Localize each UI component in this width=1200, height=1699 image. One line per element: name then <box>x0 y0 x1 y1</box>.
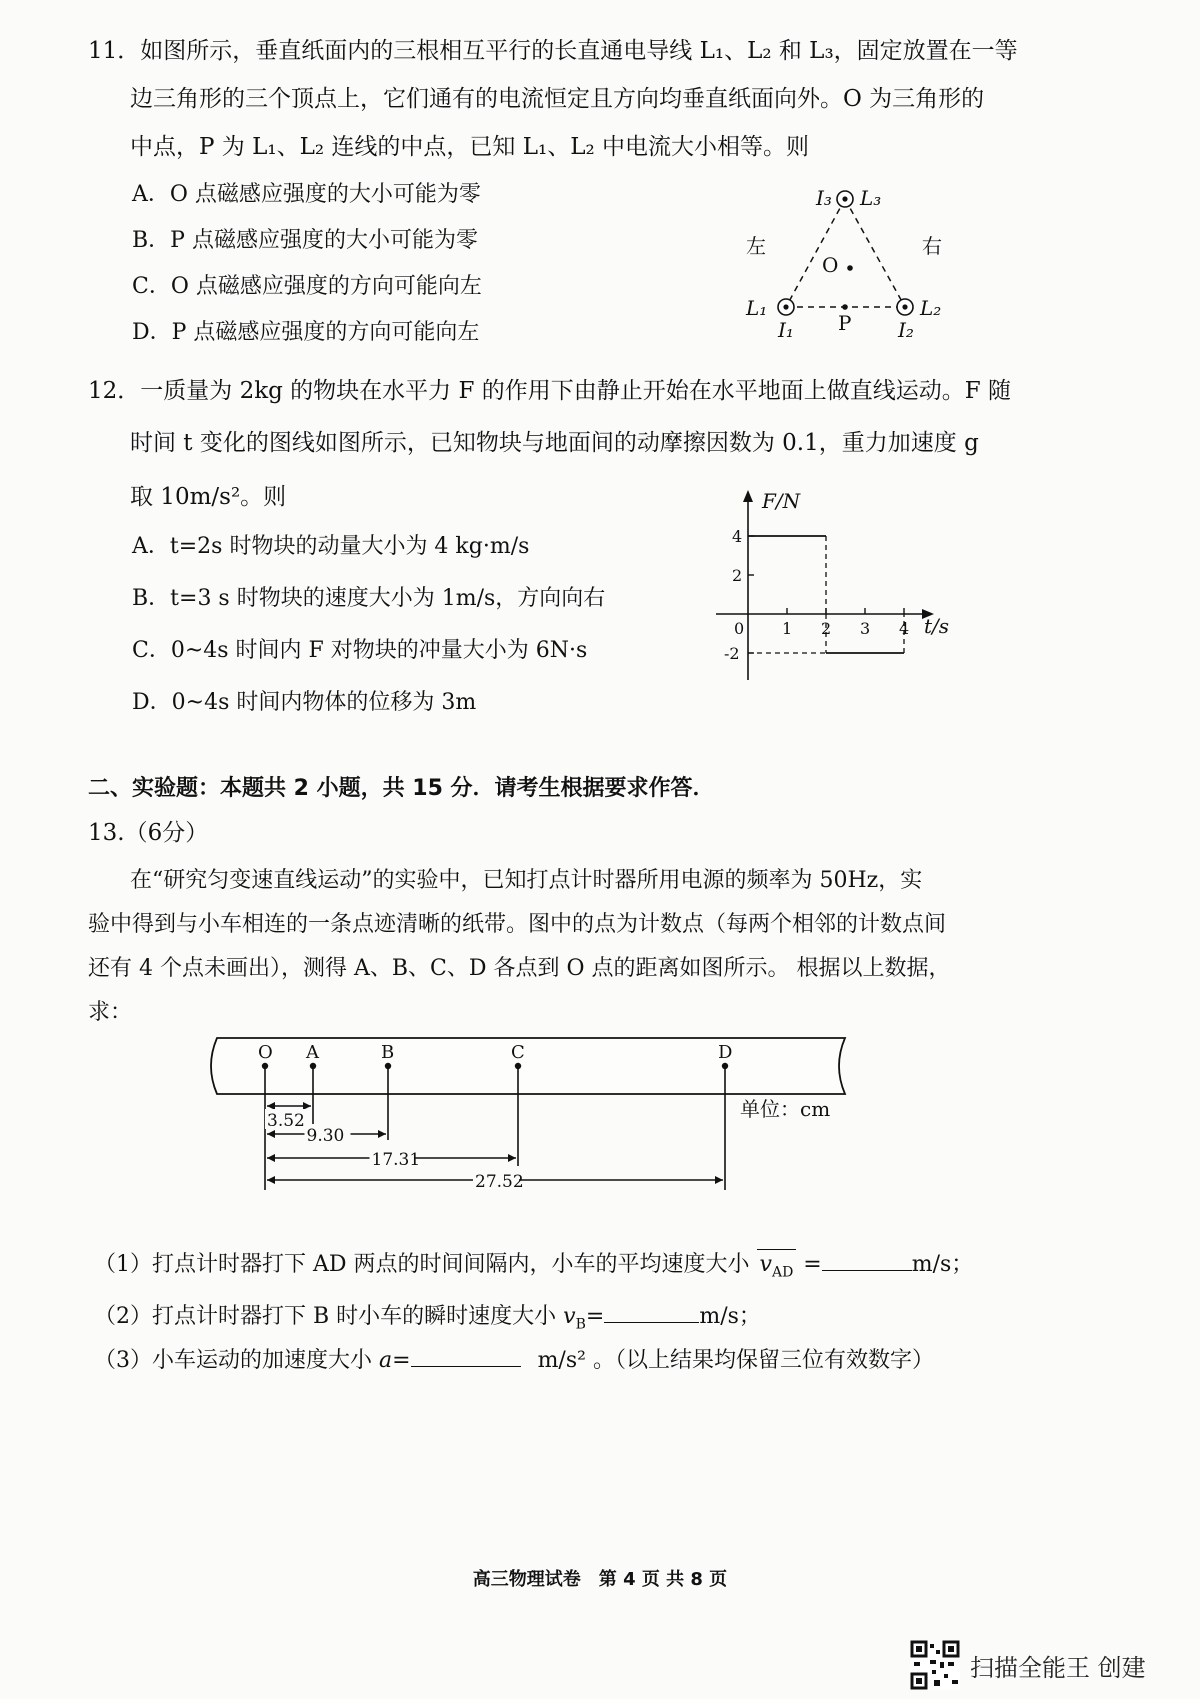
y-axis-arrow-icon <box>743 490 753 502</box>
q13-sub3 <box>94 1344 934 1376</box>
v-b-var: v <box>563 1304 576 1329</box>
q13-sub1-text: （1）打点计时器打下 AD 两点的时间间隔内，小车的平均速度大小 <box>94 1252 750 1277</box>
label-l3: L₃ <box>860 186 882 210</box>
qr-code-icon <box>910 1640 960 1690</box>
scanner-watermark <box>910 1640 1146 1690</box>
paper-tape-diagram <box>195 1030 885 1200</box>
label-l1: L₁ <box>746 296 768 320</box>
triangle-wire-diagram <box>730 175 990 350</box>
q13-sub1 <box>94 1248 973 1287</box>
x-tick-label: 0 <box>734 619 745 638</box>
y-tick-label: -2 <box>724 644 740 663</box>
arrow-left-icon <box>267 1102 275 1110</box>
a-var: a <box>379 1348 393 1373</box>
point-o-dot <box>847 265 853 271</box>
distance-label: 27.52 <box>475 1172 524 1192</box>
q13-sub1-eq: = <box>803 1252 822 1277</box>
wire-l3-out-of-page-icon <box>837 191 853 207</box>
label-p: P <box>838 311 852 335</box>
distance-label: 9.30 <box>306 1126 345 1146</box>
distance-label: 3.52 <box>267 1111 305 1131</box>
q12-option-a: A．t=2s 时物块的动量大小为 4 kg·m/s <box>132 534 530 559</box>
q13-para2: 验中得到与小车相连的一条点迹清晰的纸带。图中的点为计数点（每两个相邻的计数点间 <box>88 912 947 937</box>
label-l2: L₂ <box>920 296 942 320</box>
q13-sub2 <box>94 1300 761 1339</box>
q11-option-c: C．O 点磁感应强度的方向可能向左 <box>132 274 482 299</box>
q13-sub2-text: （2）打点计时器打下 B 时小车的瞬时速度大小 <box>94 1304 557 1329</box>
x-axis-label: t/s <box>924 614 950 638</box>
v-ad-symbol <box>757 1249 797 1287</box>
q12-option-b: B．t=3 s 时物块的速度大小为 1m/s，方向向右 <box>132 586 606 611</box>
tape-point-label: B <box>381 1042 395 1063</box>
q11-line1: 11．如图所示，垂直纸面内的三根相互平行的长直通电导线 L₁、L₂ 和 L₃，固定放置在一等 <box>88 38 1018 64</box>
label-i3: I₃ <box>816 186 832 210</box>
y-axis-label: F/N <box>762 489 801 513</box>
arrow-left-icon <box>267 1130 275 1138</box>
v-ad-sub: AD <box>771 1264 794 1281</box>
point-p-dot <box>842 304 848 310</box>
answer-blank-2[interactable] <box>604 1300 699 1323</box>
q11-line3: 中点，P 为 L₁、L₂ 连线的中点，已知 L₁、L₂ 中电流大小相等。则 <box>130 134 810 160</box>
q13-para1: 在“研究匀变速直线运动”的实验中，已知打点计时器所用电源的频率为 50Hz，实 <box>130 868 923 893</box>
arrow-left-icon <box>267 1176 275 1184</box>
q12-line2: 时间 t 变化的图线如图所示，已知物块与地面间的动摩擦因数为 0.1，重力加速度 g <box>130 430 979 456</box>
x-tick-label: 2 <box>821 619 832 638</box>
page-footer: 高三物理试卷 第 4 页 共 8 页 <box>472 1569 728 1590</box>
q13-title: 13.（6分） <box>88 820 209 846</box>
q11-option-a: A．O 点磁感应强度的大小可能为零 <box>132 182 481 207</box>
y-tick-label: 4 <box>732 527 743 546</box>
arrow-right-icon <box>378 1130 386 1138</box>
answer-blank-1[interactable] <box>822 1248 912 1271</box>
tape-point-label: A <box>306 1042 319 1063</box>
arrow-right-icon <box>508 1154 516 1162</box>
tape-point-label: D <box>718 1042 733 1063</box>
q12-line3: 取 10m/s²。则 <box>130 484 287 510</box>
distance-label: 17.31 <box>371 1150 421 1170</box>
q12-option-d: D．0~4s 时间内物体的位移为 3m <box>132 690 477 715</box>
q11-option-d: D．P 点磁感应强度的方向可能向左 <box>132 320 480 345</box>
arrow-right-icon <box>303 1102 311 1110</box>
q12-option-c: C．0~4s 时间内 F 对物块的冲量大小为 6N·s <box>132 638 588 663</box>
watermark-text: 扫描全能王 创建 <box>970 1653 1146 1682</box>
wire-l1-out-of-page-icon <box>778 299 794 315</box>
x-tick-label: 3 <box>860 619 871 638</box>
v-ad-var: v <box>759 1252 772 1277</box>
x-tick-label: 4 <box>899 619 910 638</box>
q13-sub3-eq: = <box>392 1348 411 1373</box>
q13-sub3-unit: m/s² <box>537 1348 586 1373</box>
section2-heading: 二、实验题：本题共 2 小题，共 15 分．请考生根据要求作答． <box>88 776 715 801</box>
label-i2: I₂ <box>898 318 914 342</box>
force-time-chart <box>700 480 960 690</box>
q11-option-b: B．P 点磁感应强度的大小可能为零 <box>132 228 478 253</box>
q13-sub2-unit: m/s； <box>699 1304 761 1329</box>
label-i1: I₁ <box>778 318 794 342</box>
label-o: O <box>822 253 839 277</box>
q13-sub3-text: （3）小车运动的加速度大小 <box>94 1348 372 1373</box>
answer-blank-3[interactable] <box>411 1344 521 1367</box>
q12-line1: 12．一质量为 2kg 的物块在水平力 F 的作用下由静止开始在水平地面上做直线运动。F 随 <box>88 378 1012 404</box>
tape-point-label: O <box>258 1042 273 1063</box>
label-left: 左 <box>746 234 766 258</box>
q11-line2: 边三角形的三个顶点上，它们通有的电流恒定且方向均垂直纸面向外。O 为三角形的 <box>130 86 985 112</box>
q13-para3: 还有 4 个点未画出），测得 A、B、C、D 各点到 O 点的距离如图所示。 根据以上数据， <box>88 956 951 981</box>
q13-para4: 求： <box>88 1000 133 1025</box>
v-b-sub: B <box>575 1316 586 1333</box>
x-tick-label: 1 <box>782 619 793 638</box>
tape-unit-label: 单位：cm <box>740 1097 831 1121</box>
q13-sub1-unit: m/s； <box>911 1252 974 1277</box>
label-right: 右 <box>922 234 942 258</box>
tape-point-label: C <box>511 1042 525 1063</box>
q13-sub2-eq: = <box>585 1304 605 1329</box>
q13-sub3-note: 。（以上结果均保留三位有效数字） <box>592 1348 934 1373</box>
arrow-right-icon <box>715 1176 723 1184</box>
y-tick-label: 2 <box>732 566 743 585</box>
wire-l2-out-of-page-icon <box>897 299 913 315</box>
arrow-left-icon <box>267 1154 275 1162</box>
